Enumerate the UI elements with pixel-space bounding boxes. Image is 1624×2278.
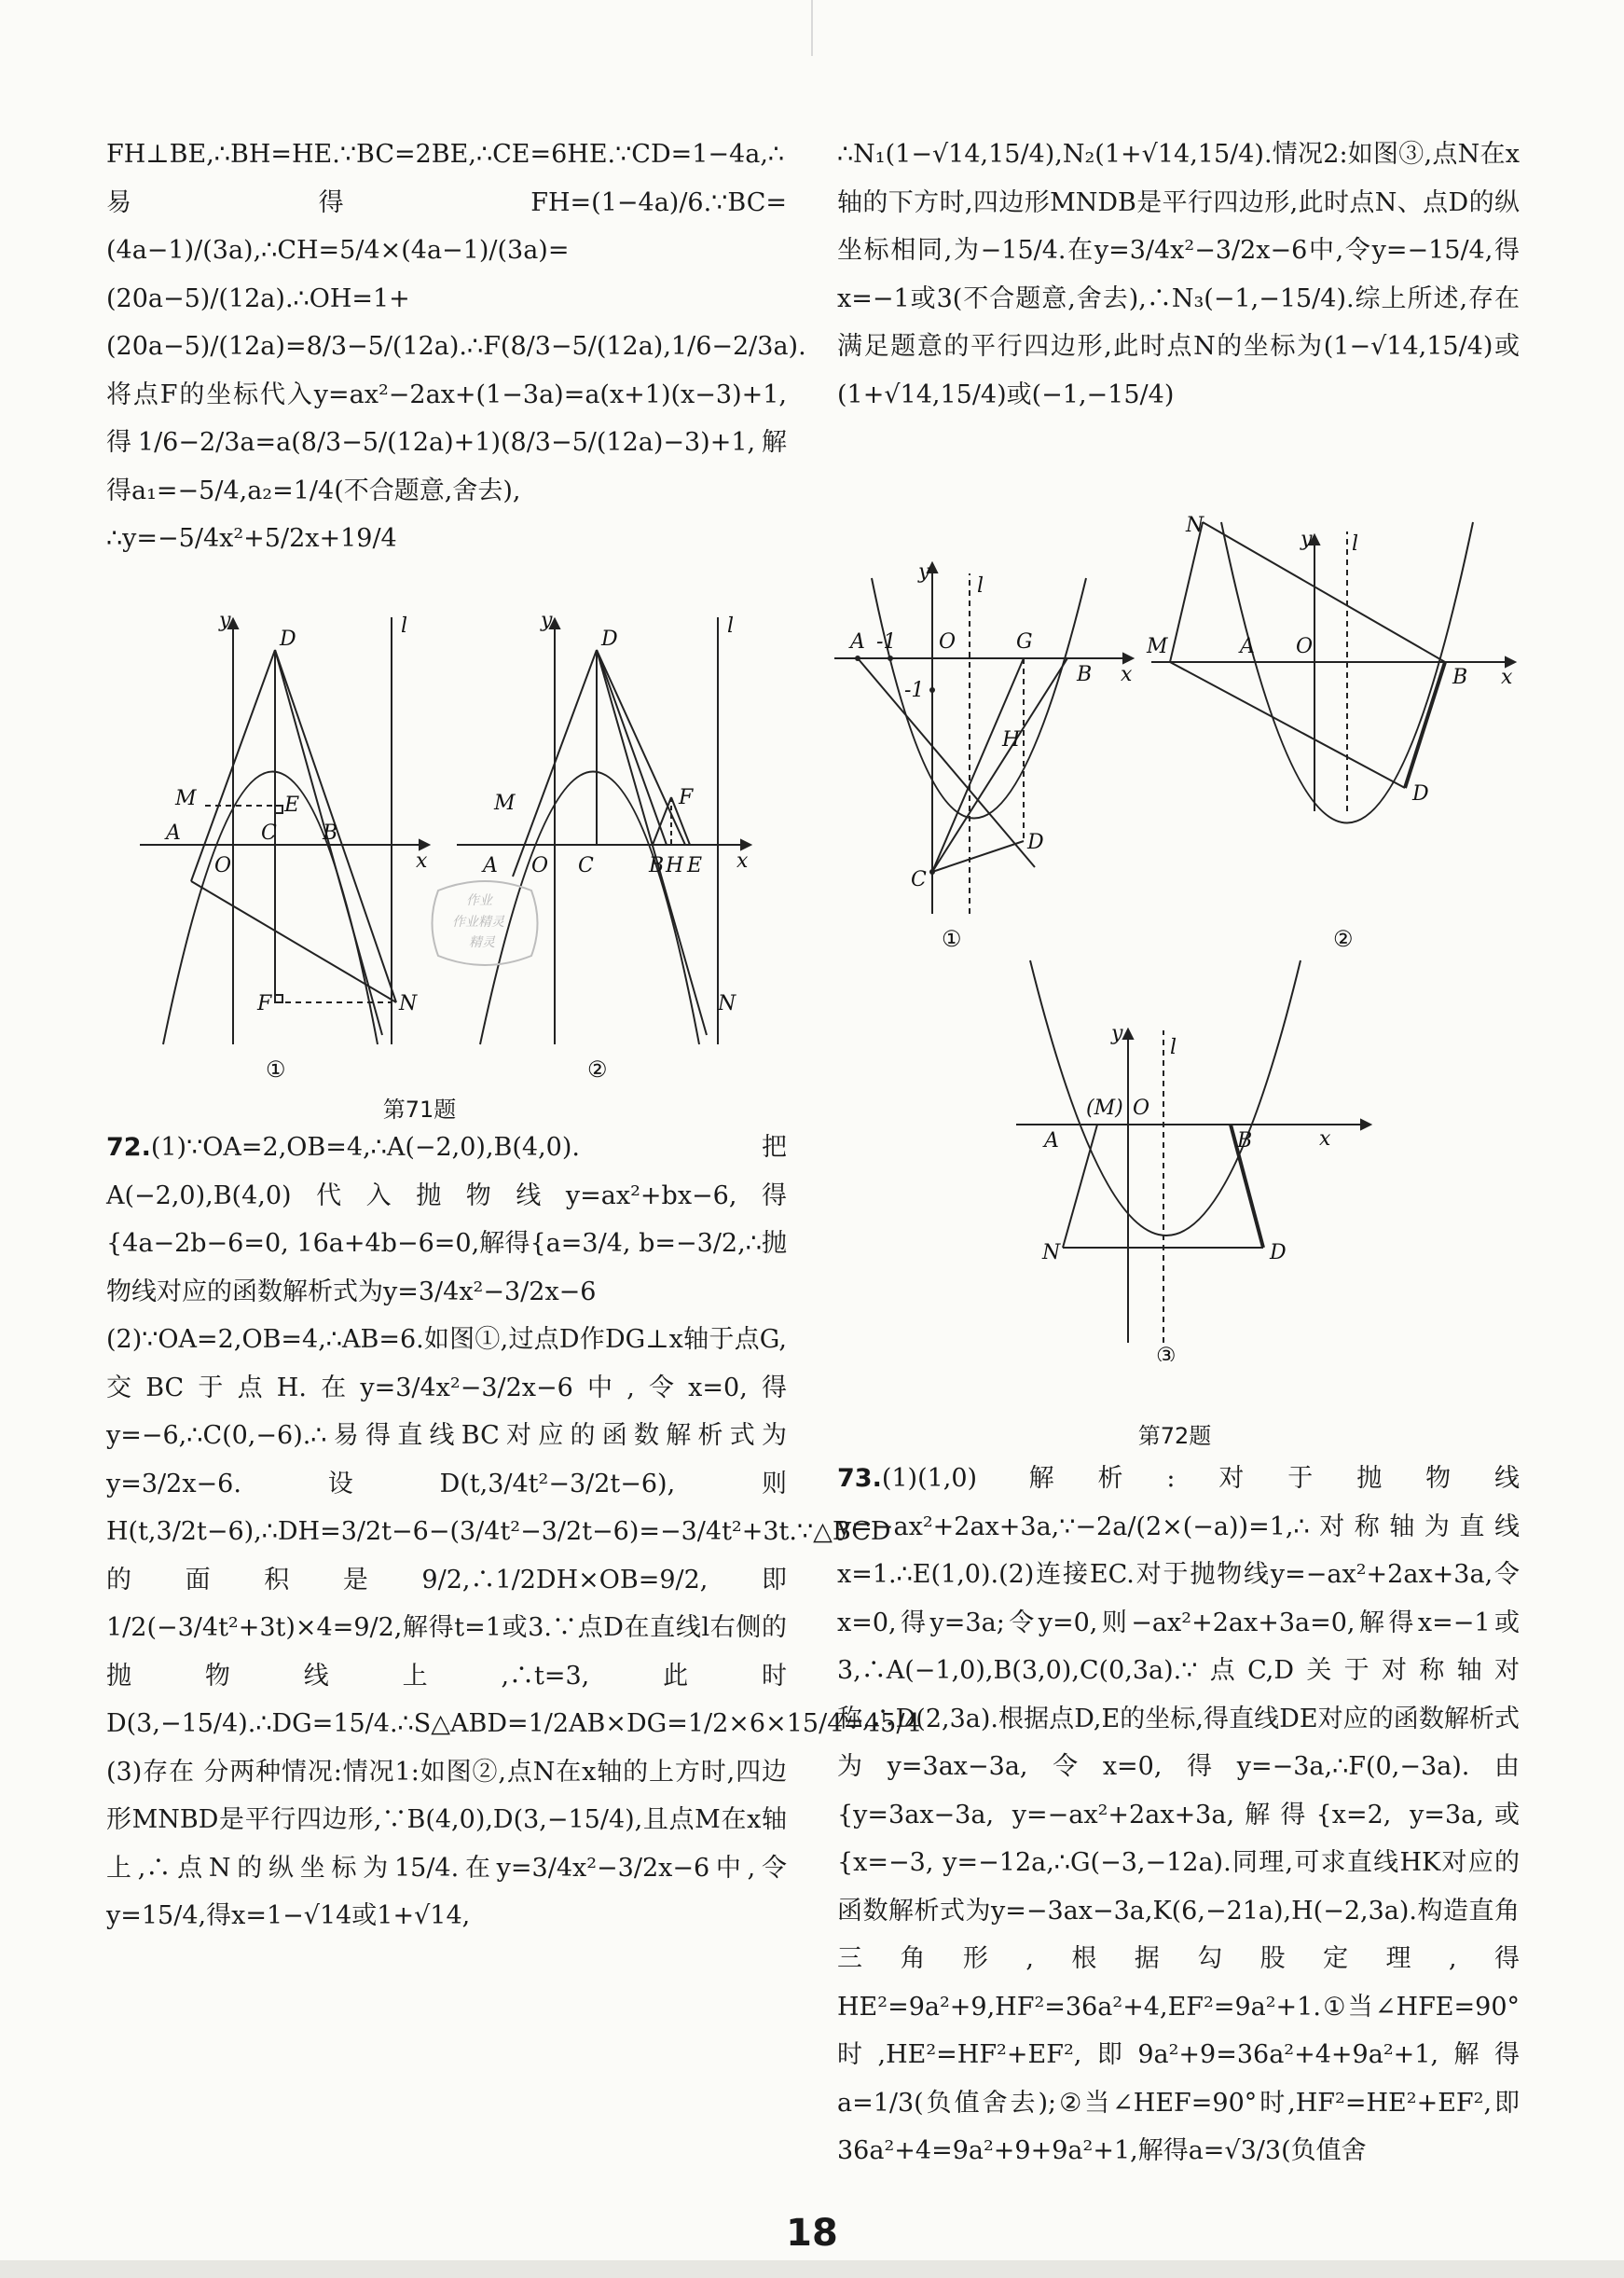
watermark-stamp	[424, 872, 545, 974]
fig71-2-label-O: O	[531, 854, 549, 877]
watermark-line-1: 作业	[466, 893, 492, 908]
right-column	[837, 131, 1520, 419]
fig71-2-label-l: l	[727, 614, 735, 638]
fig72-3-label-l: l	[1170, 1036, 1177, 1059]
fig72-2-label-A: A	[1240, 635, 1255, 658]
fig72-3-label-M: (M)	[1086, 1097, 1123, 1120]
fig72-3-label-x: x	[1319, 1127, 1331, 1151]
fig71-circle-1: ①	[266, 1056, 286, 1083]
q73-number: 73.	[837, 1464, 882, 1493]
q73-block	[837, 1455, 1520, 2175]
fig72-circle-3: ③	[1156, 1343, 1177, 1361]
q72-number: 72.	[106, 1133, 151, 1162]
fig71-2-label-B: B	[649, 854, 665, 877]
fig71-2-label-C: C	[578, 854, 594, 877]
fig72-1-label-A: A	[850, 630, 865, 654]
fig72-2-label-D: D	[1412, 782, 1429, 806]
fig72-1-label-neg1-y: -1	[904, 679, 925, 702]
fig72-3-label-N: N	[1042, 1241, 1061, 1264]
fig72-2-label-l: l	[1352, 532, 1359, 556]
fig72-3-label-O: O	[1133, 1097, 1150, 1120]
fig71-1-label-l: l	[401, 614, 408, 638]
q72-part1	[106, 1124, 787, 1316]
fig72-3-label-B: B	[1237, 1129, 1253, 1153]
fig72-circle-2: ②	[1333, 926, 1354, 952]
fig71-caption: 第71题	[382, 1097, 457, 1123]
fig71-2-label-M: M	[494, 792, 516, 815]
fig72-3-label-y: y	[1111, 1022, 1123, 1045]
fig71-2-label-F: F	[679, 786, 694, 809]
fig71-1-label-y: y	[219, 609, 231, 632]
fig72-2-label-N: N	[1186, 514, 1204, 537]
figure-72	[830, 504, 1520, 1361]
fig72-1-label-G: G	[1016, 630, 1033, 654]
fig72-3-label-D: D	[1270, 1241, 1287, 1264]
left-column	[106, 131, 806, 563]
column-divider	[811, 0, 813, 56]
q72-continued: ∴N₁(1−√14,15/4),N₂(1+√14,15/4).情况2:如图③,点N在x轴的下方时,四边形MNDB是平行四边形,此时点N、点D的纵坐标相同,为−15/4.在y=3/4x²−3/2x−6中,令y=−15/4,得x=−1或3(不合题意,舍去),∴N₃(−1,−15/4).综上所述,存在满足题意的平行四边形,此时点N的坐标为(1−√14,15/4)或(1+√14,15/4)或(−1,−15/4)	[837, 140, 1520, 409]
q71-solution-text: FH⊥BE,∴BH=HE.∵BC=2BE,∴CE=6HE.∵CD=1−4a,∴易得FH=(1−4a)/6.∵BC=(4a−1)/(3a),∴CH=5/4×(4a−1)/(3a)=(20a−5)/(12a).∴OH=1+(20a−5)/(12a)=8/3−5/(12a).∴F(8/3−5/(12a),1/6−2/3a).将点F的坐标代入y=ax²−2ax+(1−3a)=a(x+1)(x−3)+1,得1/6−2/3a=a(8/3−5/(12a)+1)(8/3−5/(12a)−3)+1,解得a₁=−5/4,a₂=1/4(不合题意,舍去),	[106, 140, 806, 505]
fig71-circle-2: ②	[587, 1056, 608, 1083]
fig71-1-label-B: B	[323, 821, 338, 845]
fig72-2-label-O: O	[1296, 635, 1314, 658]
fig71-1-label-E: E	[284, 794, 300, 817]
q73-text	[837, 1455, 1520, 2175]
fig72-1-label-O: O	[939, 630, 957, 654]
q72-part1-text: (1)∵OA=2,OB=4,∴A(−2,0),B(4,0).把A(−2,0),B(4,0)代入抛物线y=ax²+bx−6,得{4a−2b−6=0, 16a+4b−6=0,解得{a=3/4, b=−3/2,∴抛物线对应的函数解析式为y=3/4x²−3/2x−6	[106, 1133, 787, 1306]
fig71-2-label-E: E	[687, 854, 703, 877]
fig71-1-label-D: D	[280, 628, 296, 651]
bottom-band	[0, 2260, 1624, 2278]
fig71-1-label-x: x	[416, 849, 428, 873]
fig71-2-label-N: N	[718, 992, 736, 1015]
figure-71	[131, 606, 764, 1091]
fig72-1-label-l: l	[977, 574, 984, 598]
fig72-3-label-A: A	[1044, 1129, 1059, 1153]
fig71-2-label-A: A	[483, 854, 498, 877]
fig71-1-label-C: C	[261, 821, 277, 845]
fig72-1-label-D: D	[1027, 831, 1044, 854]
figure-72-svg	[830, 504, 1520, 1361]
q71-answer: ∴y=−5/4x²+5/2x+19/4	[106, 524, 397, 553]
figure-71-svg	[131, 606, 764, 1091]
watermark-line-2: 作业精灵	[452, 915, 504, 930]
fig71-2-label-D: D	[601, 628, 618, 651]
fig72-1-label-y: y	[918, 560, 930, 584]
fig71-1-label-F: F	[257, 992, 272, 1015]
fig71-2-label-y: y	[541, 609, 553, 632]
q72-part2: (2)∵OA=2,OB=4,∴AB=6.如图①,过点D作DG⊥x轴于点G,交BC于点H.在y=3/4x²−3/2x−6中,令x=0,得y=−6,∴C(0,−6).∴易得直线BC对应的函数解析式为y=3/2x−6.设D(t,3/4t²−3/2t−6),则H(t,3/2t−6),∴DH=3/2t−6−(3/4t²−3/2t−6)=−3/4t²+3t.∵△BCD的面积是9/2,∴1/2DH×OB=9/2,即1/2(−3/4t²+3t)×4=9/2,解得t=1或3.∵点D在直线l右侧的抛物线上,∴t=3,此时D(3,−15/4).∴DG=15/4.∴S△ABD=1/2AB×DG=1/2×6×15/4=45/4	[106, 1325, 921, 1738]
fig72-2-label-y: y	[1301, 528, 1313, 551]
fig72-circle-1: ①	[942, 926, 962, 952]
fig72-2-label-B: B	[1452, 666, 1468, 689]
q73-body: (1)(1,0) 解析:对于抛物线y=−ax²+2ax+3a,∵−2a/(2×(−a))=1,∴对称轴为直线x=1.∴E(1,0).(2)连接EC.对于抛物线y=−ax²+2ax+3a,令x=0,得y=3a;令y=0,则−ax²+2ax+3a=0,解得x=−1或3,∴A(−1,0),B(3,0),C(0,3a).∵点C,D关于对称轴对称,∴D(2,3a).根据点D,E的坐标,得直线DE对应的函数解析式为y=3ax−3a,令x=0,得y=−3a,∴F(0,−3a).由{y=3ax−3a, y=−ax²+2ax+3a,解得{x=2, y=3a,或{x=−3, y=−12a,∴G(−3,−12a).同理,可求直线HK对应的函数解析式为y=−3ax−3a,K(6,−21a),H(−2,3a).构造直角三角形,根据勾股定理,得HE²=9a²+9,HF²=36a²+4,EF²=9a²+1.①当∠HFE=90°时,HE²=HF²+EF²,即9a²+9=36a²+4+9a²+1,解得a=1/3(负值舍去);②当∠HEF=90°时,HF²=HE²+EF²,即36a²+4=9a²+9+9a²+1,解得a=√3/3(负值舍	[837, 1464, 1520, 2165]
fig71-2-label-H: H	[666, 854, 684, 877]
fig72-1-label-x: x	[1121, 663, 1133, 686]
page-number: 18	[786, 2212, 838, 2255]
fig71-2-label-x: x	[736, 849, 749, 873]
fig71-1-label-M: M	[175, 787, 197, 810]
fig72-1-label-B: B	[1077, 663, 1093, 686]
fig72-1-label-H: H	[1002, 728, 1021, 752]
fig72-1-label-neg1: -1	[876, 630, 897, 654]
fig72-caption: 第72题	[1137, 1423, 1212, 1449]
fig71-1-label-A: A	[166, 821, 181, 845]
q72-part3: (3)存在 分两种情况:情况1:如图②,点N在x轴的上方时,四边形MNBD是平行四边形,∵B(4,0),D(3,−15/4),且点M在x轴上,∴点N的纵坐标为15/4.在y=3/4x²−3/2x−6中,令y=15/4,得x=1−√14或1+√14,	[106, 1757, 787, 1930]
fig72-1-label-C: C	[911, 868, 927, 891]
watermark-line-3: 精灵	[469, 935, 495, 950]
fig72-2-label-x: x	[1501, 666, 1513, 689]
fig71-1-label-N: N	[399, 992, 418, 1015]
fig72-2-label-M: M	[1147, 635, 1168, 658]
fig71-1-label-O: O	[214, 854, 232, 877]
